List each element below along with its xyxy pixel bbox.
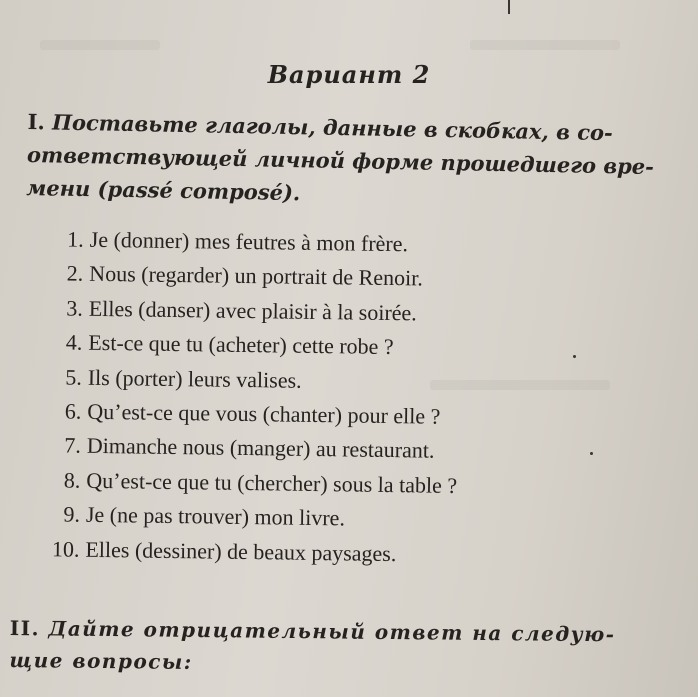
page-edge-mark	[508, 0, 510, 14]
exercise-item	[28, 497, 457, 537]
section-2-instruction	[9, 612, 670, 683]
item-number: 9.	[63, 501, 81, 527]
item-number: 10.	[51, 535, 80, 562]
exercise-list	[27, 222, 461, 572]
item-text: Elles (danser) avec plaisir à la soirée.	[88, 295, 417, 326]
ink-speck	[590, 452, 593, 455]
item-number: 3.	[66, 295, 83, 321]
exercise-item	[29, 428, 458, 468]
instruction-line: Поставьте глаголы, данные в скобках, в со-	[51, 109, 613, 146]
section-1-numeral: I.	[27, 108, 46, 135]
item-text: Je (ne pas trouver) mon livre.	[85, 502, 346, 531]
section-1-instruction	[26, 105, 668, 216]
item-text: Est-ce que tu (acheter) cette robe ?	[88, 330, 394, 360]
item-text: Qu’est-ce que vous (chanter) pour elle ?	[87, 398, 441, 429]
item-number: 6.	[64, 398, 82, 424]
show-through-text	[470, 40, 620, 50]
item-text: Elles (dessiner) de beaux paysages.	[85, 536, 397, 566]
item-number: 8.	[63, 467, 81, 493]
item-text: Nous (regarder) un portrait de Renoir.	[89, 261, 423, 291]
item-number: 5.	[65, 364, 83, 390]
exercise-item	[27, 532, 456, 572]
exercise-item	[31, 256, 460, 296]
item-text: Qu’est-ce que tu (chercher) sous la table ?	[86, 467, 458, 498]
show-through-text	[40, 40, 160, 50]
item-text: Dimanche nous (manger) au restaurant.	[86, 433, 435, 464]
variant-heading: Вариант 2	[267, 60, 431, 89]
exercise-item	[30, 325, 459, 365]
instruction-line: ответствующей личной форме прошедшего вре-	[26, 141, 655, 180]
item-number: 1.	[67, 226, 84, 252]
item-number: 4.	[65, 329, 83, 355]
item-text: Je (donner) mes feutres à mon frère.	[89, 226, 409, 257]
item-number: 7.	[64, 432, 82, 459]
item-text: Ils (porter) leurs valises.	[87, 364, 302, 393]
ink-speck	[573, 355, 576, 358]
instruction-line: Дайте отрицательный ответ на следую-	[48, 616, 616, 647]
item-number: 2.	[66, 260, 84, 287]
section-2-numeral: II.	[9, 615, 41, 641]
instruction-line: мени (passé composé).	[26, 174, 301, 206]
instruction-line: щие вопросы:	[9, 647, 193, 674]
